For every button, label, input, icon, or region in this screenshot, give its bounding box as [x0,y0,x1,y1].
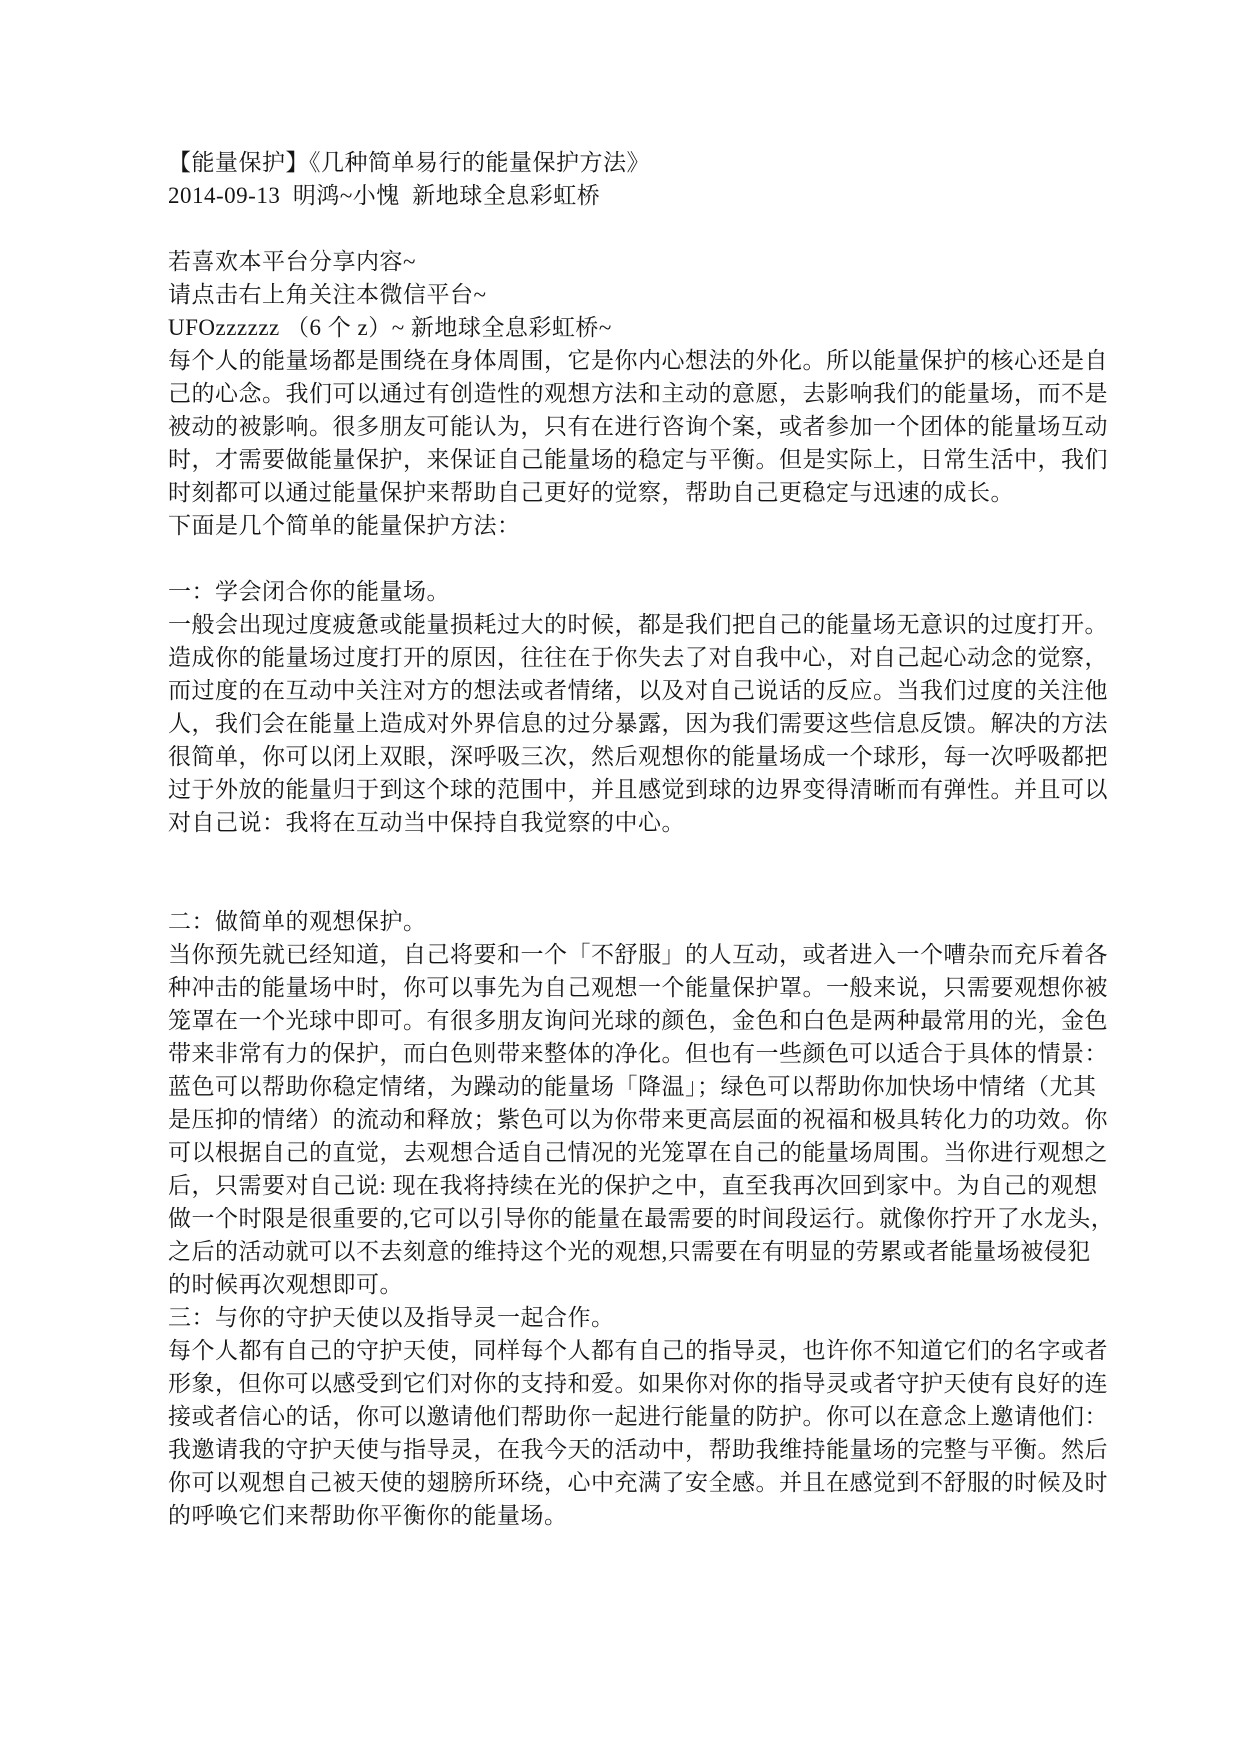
text-line: 三：与你的守护天使以及指导灵一起合作。 [168,1305,615,1330]
text-line: 的呼唤它们来帮助你平衡你的能量场。 [168,1503,568,1528]
text-line: 很简单，你可以闭上双眼，深呼吸三次，然后观想你的能量场成一个球形，每一次呼吸都把 [168,744,1108,769]
text-line [168,212,1080,245]
text-line: 可以根据自己的直觉，去观想合适自己情况的光笼罩在自己的能量场周围。当你进行观想之 [168,1140,1108,1165]
document-title: 【能量保护】《几种简单易行的能量保护方法》 [168,150,650,175]
text-line [168,839,1080,872]
text-line: 形象，但你可以感受到它们对你的支持和爱。如果你对你的指导灵或者守护天使有良好的连 [168,1371,1108,1396]
text-line: 对自己说：我将在互动当中保持自我觉察的中心。 [168,810,685,835]
text-line: 时刻都可以通过能量保护来帮助自己更好的觉察，帮助自己更稳定与迅速的成长。 [168,480,1014,505]
text-line: 你可以观想自己被天使的翅膀所环绕，心中充满了安全感。并且在感觉到不舒服的时候及时 [168,1470,1108,1495]
text-line: 若喜欢本平台分享内容~ [168,249,416,274]
text-line: 己的心念。我们可以通过有创造性的观想方法和主动的意愿，去影响我们的能量场，而不是 [168,381,1108,406]
text-line: 的时候再次观想即可。 [168,1272,403,1297]
text-line: 时，才需要做能量保护，来保证自己能量场的稳定与平衡。但是实际上，日常生活中，我们 [168,447,1108,472]
text-line: 当你预先就已经知道，自己将要和一个「不舒服」的人互动，或者进入一个嘈杂而充斥着各 [168,942,1108,967]
text-line: 造成你的能量场过度打开的原因，往往在于你失去了对自我中心，对自己起心动念的觉察， [168,645,1108,670]
text-line: 后，只需要对自己说: 现在我将持续在光的保护之中，直至我再次回到家中。为自己的观想 [168,1173,1098,1198]
text-line: 被动的被影响。很多朋友可能认为，只有在进行咨询个案，或者参加一个团体的能量场互动 [168,414,1108,439]
text-line: 二：做简单的观想保护。 [168,909,427,934]
text-line: 人，我们会在能量上造成对外界信息的过分暴露，因为我们需要这些信息反馈。解决的方法 [168,711,1108,736]
text-line: 请点击右上角关注本微信平台~ [168,282,487,307]
text-line: 一：学会闭合你的能量场。 [168,579,450,604]
text-line: 下面是几个简单的能量保护方法： [168,513,521,538]
text-line: 一般会出现过度疲惫或能量损耗过大的时候，都是我们把自己的能量场无意识的过度打开。 [168,612,1108,637]
text-line: 我邀请我的守护天使与指导灵，在我今天的活动中，帮助我维持能量场的完整与平衡。然后 [168,1437,1108,1462]
document-meta: 2014-09-13 明鸿~小愧 新地球全息彩虹桥 [168,183,601,208]
text-line: 每个人的能量场都是围绕在身体周围，它是你内心想法的外化。所以能量保护的核心还是自 [168,348,1108,373]
text-line: 之后的活动就可以不去刻意的维持这个光的观想,只需要在有明显的劳累或者能量场被侵犯 [168,1239,1091,1264]
text-line: UFOzzzzzz （6 个 z）~ 新地球全息彩虹桥~ [168,315,612,340]
text-line: 做一个时限是很重要的,它可以引导你的能量在最需要的时间段运行。就像你拧开了水龙头， [168,1206,1115,1231]
text-line: 是压抑的情绪）的流动和释放；紫色可以为你带来更高层面的祝福和极具转化力的功效。你 [168,1107,1108,1132]
text-line: 而过度的在互动中关注对方的想法或者情绪，以及对自己说话的反应。当我们过度的关注他 [168,678,1108,703]
document-body [168,212,1115,1532]
text-line [168,542,1080,575]
document-content [168,146,1115,1532]
text-line: 接或者信心的话，你可以邀请他们帮助你一起进行能量的防护。你可以在意念上邀请他们： [168,1404,1108,1429]
text-line: 蓝色可以帮助你稳定情绪，为躁动的能量场「降温」；绿色可以帮助你加快场中情绪（尤其 [168,1074,1097,1099]
text-line: 过于外放的能量归于到这个球的范围中，并且感觉到球的边界变得清晰而有弹性。并且可以 [168,777,1108,802]
text-line: 笼罩在一个光球中即可。有很多朋友询问光球的颜色，金色和白色是两种最常用的光，金色 [168,1008,1108,1033]
text-line [168,872,1080,905]
text-line: 每个人都有自己的守护天使，同样每个人都有自己的指导灵，也许你不知道它们的名字或者 [168,1338,1108,1363]
text-line: 带来非常有力的保护，而白色则带来整体的净化。但也有一些颜色可以适合于具体的情景： [168,1041,1108,1066]
text-line: 种冲击的能量场中时，你可以事先为自己观想一个能量保护罩。一般来说，只需要观想你被 [168,975,1108,1000]
